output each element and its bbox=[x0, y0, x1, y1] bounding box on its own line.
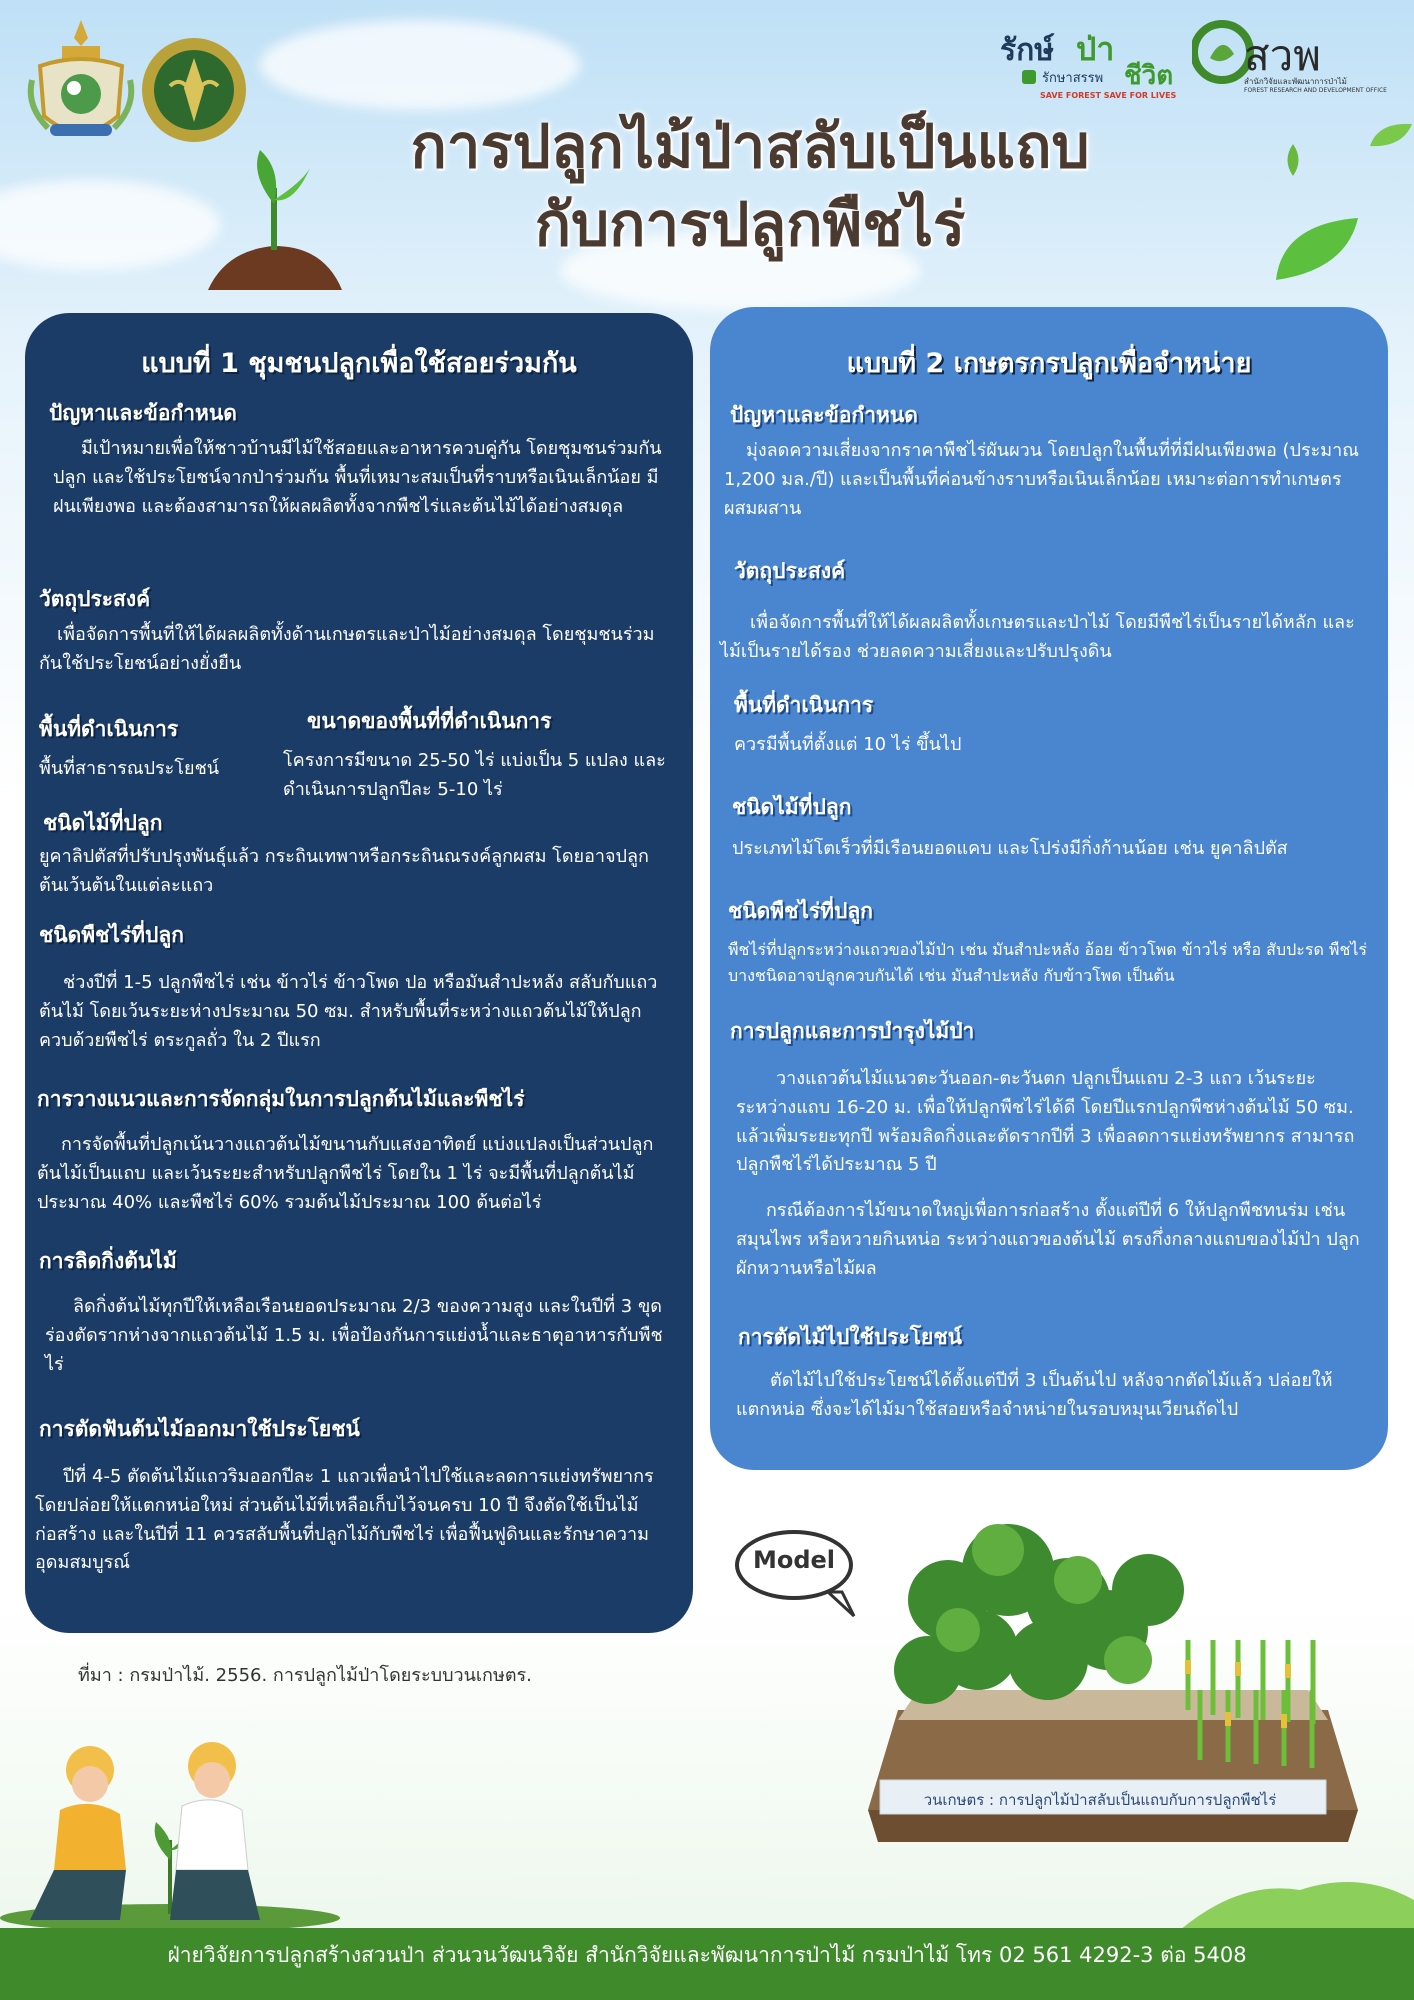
office-logo bbox=[1192, 14, 1392, 94]
model-caption: วนเกษตร : การปลูกไม้ป่าสลับเป็นแถบกับการปลูกพืชไร่ bbox=[923, 1791, 1277, 1809]
p1-objective-text: เพื่อจัดการพื้นที่ให้ได้ผลผลิตทั้งด้านเกษตรและป่าไม้อย่างสมดุล โดยชุมชนร่วมกันใช้ประโยชน์อย่างยั่งยืน bbox=[39, 624, 655, 674]
model-bubble-text: Model bbox=[752, 1546, 836, 1574]
p2-tree-heading: ชนิดไม้ที่ปลูก bbox=[732, 795, 852, 819]
svg-text:SAVE FOREST SAVE FOR LIVES: SAVE FOREST SAVE FOR LIVES bbox=[1040, 91, 1177, 100]
save-forest-logo bbox=[998, 24, 1178, 104]
p2-care-text-2: กรณีต้องการไม้ขนาดใหญ่เพื่อการก่อสร้าง ตั้งแต่ปีที่ 6 ให้ปลูกพืชทนร่ม เช่น สมุนไพร หรือหวายกินหน่อ ระหว่างแถวของต้นไม้ ตรงกึ่งกลางแถบของไม้ป่า ปลูกผักหวานหรือไม้ผล bbox=[736, 1200, 1360, 1279]
title-line-2: กับการปลูกพืชไร่ bbox=[534, 190, 966, 260]
p1-size-text: โครงการมีขนาด 25-50 ไร่ แบ่งเป็น 5 แปลง และดำเนินการปลูกปีละ 5-10 ไร่ bbox=[283, 750, 666, 800]
leaf-icon bbox=[1368, 120, 1414, 150]
panel-farmer-model bbox=[710, 307, 1388, 1470]
cloud bbox=[260, 20, 580, 110]
svg-text:ชีวิต: ชีวิต bbox=[1124, 61, 1174, 91]
p2-care-heading: การปลูกและการบำรุงไม้ป่า bbox=[730, 1019, 975, 1043]
p2-objective-text: เพื่อจัดการพื้นที่ให้ได้ผลผลิตทั้งเกษตรและป่าไม้ โดยมีพืชไร่เป็นรายได้หลัก และไม้เป็นรายได้รอง ช่วยลดความเสี่ยงและปรับปรุงดิน bbox=[720, 612, 1355, 662]
page-title bbox=[300, 108, 1200, 264]
p1-harvest-text: ปีที่ 4-5 ตัดต้นไม้แถวริมออกปีละ 1 แถวเพื่อนำไปใช้และลดการแย่งทรัพยากร โดยปล่อยให้แตกหน่อใหม่ ส่วนต้นไม้ที่เหลือเก็บไว้จนครบ 10 ปี จึงตัดใช้เป็นไม้ก่อสร้าง และในปีที่ 11 ควรสลับพื้นที่ปลูกไม้กับพืชไร่ เพื่อฟื้นฟูดินและรักษาความอุดมสมบูรณ์ bbox=[35, 1466, 654, 1574]
p1-size-heading: ขนาดของพื้นที่ที่ดำเนินการ bbox=[307, 709, 552, 733]
p1-problem-heading: ปัญหาและข้อกำหนด bbox=[49, 401, 237, 425]
p2-area-text: ควรมีพื้นที่ตั้งแต่ 10 ไร่ ขึ้นไป bbox=[734, 734, 962, 755]
p1-crop-text: ช่วงปีที่ 1-5 ปลูกพืชไร่ เช่น ข้าวไร่ ข้าวโพด ปอ หรือมันสำปะหลัง สลับกับแถวต้นไม้ โดยเว้นระยะห่างประมาณ 50 ซม. สำหรับพื้นที่ระหว่างแถวต้นไม้ให้ปลูกควบด้วยพืชไร่ ตระกูลถั่ว ใน 2 ปีแรก bbox=[39, 972, 658, 1051]
leaf-icon bbox=[1272, 214, 1362, 284]
p2-objective-heading: วัตถุประสงค์ bbox=[734, 559, 846, 583]
svg-text:สวพ: สวพ bbox=[1244, 31, 1321, 80]
p2-harvest-heading: การตัดไม้ไปใช้ประโยชน์ bbox=[738, 1325, 962, 1349]
svg-text:รักษาสรรพ: รักษาสรรพ bbox=[1042, 71, 1104, 86]
cloud bbox=[0, 180, 220, 270]
title-line-1: การปลูกไม้ป่าสลับเป็นแถบ bbox=[410, 112, 1090, 182]
p2-area-heading: พื้นที่ดำเนินการ bbox=[734, 693, 874, 717]
p1-layout-text: การจัดพื้นที่ปลูกเน้นวางแถวต้นไม้ขนานกับแสงอาทิตย์ แบ่งแปลงเป็นส่วนปลูกต้นไม้เป็นแถบ และเว้นระยะสำหรับปลูกพืชไร่ โดยใน 1 ไร่ จะมีพื้นที่ปลูกต้นไม้ประมาณ 40% และพืชไร่ 60% รวมต้นไม้ประมาณ 100 ต้นต่อไร่ bbox=[37, 1134, 654, 1213]
svg-text:รักษ์: รักษ์ bbox=[1000, 33, 1055, 68]
farmers-illustration-icon bbox=[0, 1730, 340, 1930]
svg-text:สำนักวิจัยและพัฒนาการป่าไม้: สำนักวิจัยและพัฒนาการป่าไม้ bbox=[1244, 77, 1347, 86]
p2-problem-heading: ปัญหาและข้อกำหนด bbox=[730, 403, 918, 427]
p2-tree-text: ประเภทไม้โตเร็วที่มีเรือนยอดแคบ และโปร่งมีกิ่งก้านน้อย เช่น ยูคาลิปตัส bbox=[732, 838, 1288, 859]
svg-text:FOREST RESEARCH AND DEVELOPMEN: FOREST RESEARCH AND DEVELOPMENT OFFICE bbox=[1244, 87, 1387, 94]
p1-tree-heading: ชนิดไม้ที่ปลูก bbox=[43, 811, 163, 835]
source-citation: ที่มา : กรมป่าไม้. 2556. การปลูกไม้ป่าโดยระบบวนเกษตร. bbox=[78, 1665, 532, 1686]
p1-tree-text: ยูคาลิปตัสที่ปรับปรุงพันธุ์แล้ว กระถินเทพาหรือกระถินณรงค์ลูกผสม โดยอาจปลูกต้นเว้นต้นในแต่ละแถว bbox=[39, 846, 649, 896]
p1-pruning-heading: การลิดกิ่งต้นไม้ bbox=[39, 1249, 177, 1273]
p1-objective-heading: วัตถุประสงค์ bbox=[39, 587, 151, 611]
panel-1-title: แบบที่ 1 ชุมชนปลูกเพื่อใช้สอยร่วมกัน bbox=[141, 348, 577, 379]
grass-decoration bbox=[1180, 1860, 1414, 1930]
panel-community-model bbox=[25, 313, 693, 1633]
p1-area-text: พื้นที่สาธารณประโยชน์ bbox=[39, 758, 220, 779]
p1-layout-heading: การวางแนวและการจัดกลุ่มในการปลูกต้นไม้และพืชไร่ bbox=[37, 1087, 525, 1111]
svg-text:ป่า: ป่า bbox=[1076, 30, 1115, 68]
p1-crop-heading: ชนิดพืชไร่ที่ปลูก bbox=[39, 923, 184, 947]
p2-harvest-text: ตัดไม้ไปใช้ประโยชน์ได้ตั้งแต่ปีที่ 3 เป็นต้นไป หลังจากตัดไม้แล้ว ปล่อยให้แตกหน่อ ซึ่งจะได้ไม้มาใช้สอยหรือจำหน่ายในรอบหมุนเวียนถัดไป bbox=[736, 1370, 1333, 1420]
footer-contact: ฝ่ายวิจัยการปลูกสร้างสวนป่า ส่วนวนวัฒนวิจัย สำนักวิจัยและพัฒนาการป่าไม้ กรมป่าไม้ โทร 02 561 4292-3 ต่อ 5408 bbox=[167, 1943, 1247, 1967]
bubble-tail bbox=[826, 1590, 856, 1618]
leaf-icon bbox=[1282, 142, 1304, 178]
department-seal-icon bbox=[22, 16, 140, 152]
p2-problem-text: มุ่งลดความเสี่ยงจากราคาพืชไร่ผันผวน โดยปลูกในพื้นที่ที่มีฝนเพียงพอ (ประมาณ 1,200 มล./ปี) และเป็นพื้นที่ค่อนข้างราบหรือเนินเล็กน้อย เหมาะต่อการทำเกษตรผสมผสาน bbox=[724, 440, 1359, 519]
p1-area-heading: พื้นที่ดำเนินการ bbox=[39, 717, 179, 741]
p2-crop-text: พืชไร่ที่ปลูกระหว่างแถวของไม้ป่า เช่น มันสำปะหลัง อ้อย ข้าวโพด ข้าวไร่ หรือ สับปะรด พืชไร่บางชนิดอาจปลูกควบกันได้ เช่น มันสำปะหลัง กับข้าวโพด เป็นต้น bbox=[728, 940, 1367, 985]
p2-crop-heading: ชนิดพืชไร่ที่ปลูก bbox=[728, 899, 873, 923]
royal-forest-seal-icon bbox=[140, 36, 248, 144]
p1-harvest-heading: การตัดฟันต้นไม้ออกมาใช้ประโยชน์ bbox=[39, 1417, 360, 1441]
p1-pruning-text: ลิดกิ่งต้นไม้ทุกปีให้เหลือเรือนยอดประมาณ 2/3 ของความสูง และในปีที่ 3 ขุดร่องตัดรากห่างจากแถวต้นไม้ 1.5 ม. เพื่อป้องกันการแย่งน้ำและธาตุอาหารกับพืชไร่ bbox=[45, 1296, 663, 1375]
p2-care-text: วางแถวต้นไม้แนวตะวันออก-ตะวันตก ปลูกเป็นแถบ 2-3 แถว เว้นระยะระหว่างแถบ 16-20 ม. เพื่อให้ปลูกพืชไร่ได้ดี โดยปีแรกปลูกพืชห่างต้นไม้ 50 ซม. แล้วเพิ่มระยะทุกปี พร้อมลิดกิ่งและตัดรากปีที่ 3 เพื่อลดการแย่งทรัพยากร สามารถปลูกพืชไร่ได้ประมาณ 5 ปี bbox=[736, 1068, 1355, 1176]
panel-2-title: แบบที่ 2 เกษตรกรปลูกเพื่อจำหน่าย bbox=[846, 348, 1252, 379]
p1-problem-text: มีเป้าหมายเพื่อให้ชาวบ้านมีไม้ใช้สอยและอาหารควบคู่กัน โดยชุมชนร่วมกันปลูก และใช้ประโยชน์จากป่าร่วมกัน พื้นที่เหมาะสมเป็นที่ราบหรือเนินเล็กน้อย มีฝนเพียงพอ และต้องสามารถให้ผลผลิตทั้งจากพืชไร่และต้นไม้ได้อย่างสมดุล bbox=[53, 438, 662, 517]
